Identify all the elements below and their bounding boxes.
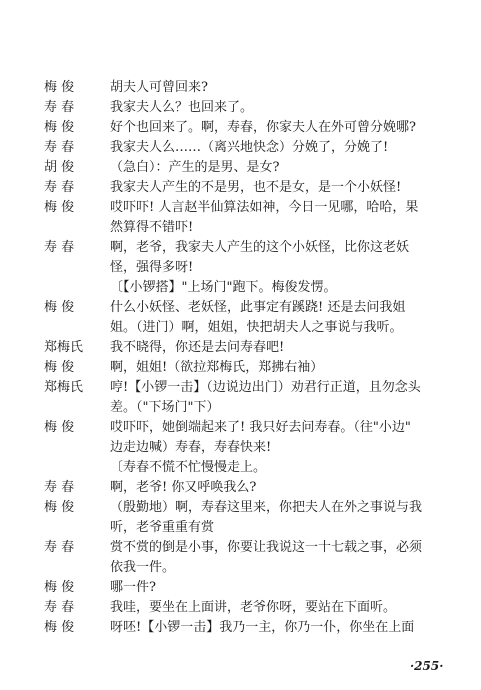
dialogue-line	[44, 238, 454, 258]
line-text: 啊，姐姐!（欲拉郑梅氏，郑拂右袖）	[110, 360, 324, 375]
dialogue-line	[44, 418, 454, 438]
speech-continuation	[44, 438, 454, 458]
speaker-name: 寿 春	[44, 140, 75, 155]
line-text: 边走边喊）寿春，寿春快来!	[110, 440, 272, 455]
line-text: 〔寿春不慌不忙慢慢走上。	[110, 460, 267, 475]
line-text: 〔【小锣搭】"上场门"跑下。梅俊发愣。	[110, 280, 337, 295]
dialogue-line	[44, 378, 454, 398]
line-text: （殷勤地）啊，寿春这里来，你把夫人在外之事说与我	[110, 500, 423, 515]
line-text: 我家夫人么……（离兴地快念）分娩了，分娩了!	[110, 140, 389, 155]
line-text: 哎吓吓，她倒端起来了! 我只好去问寿春。（往"小边"	[110, 420, 411, 435]
speaker-name: 郑梅氏	[44, 340, 84, 355]
line-text: 然算得不错吓!	[110, 220, 194, 235]
speaker-name: 寿 春	[44, 100, 75, 115]
line-text: 依我一件。	[110, 560, 176, 575]
speaker-name: 梅 俊	[44, 300, 75, 315]
speaker-name: 胡 俊	[44, 160, 75, 175]
dialogue-line	[44, 98, 454, 118]
speaker-name: 梅 俊	[44, 500, 75, 515]
line-text: 我家夫人么？也回来了。	[110, 100, 254, 115]
line-text: 好个也回来了。啊，寿春，你家夫人在外可曾分娩哪?	[110, 120, 416, 135]
dialogue-line	[44, 498, 454, 518]
speaker-name: 寿 春	[44, 600, 75, 615]
dialogue-line	[44, 138, 454, 158]
speaker-name: 梅 俊	[44, 120, 75, 135]
script-text	[44, 78, 454, 638]
line-text: 哪一件?	[110, 580, 156, 595]
speech-continuation	[44, 318, 454, 338]
speech-continuation	[44, 218, 454, 238]
dialogue-line	[44, 598, 454, 618]
line-text: 胡夫人可曾回来?	[110, 80, 208, 95]
line-text: 我家夫人产生的不是男，也不是女，是一个小妖怪!	[110, 180, 402, 195]
speaker-name: 寿 春	[44, 480, 75, 495]
speaker-name: 寿 春	[44, 540, 75, 555]
speech-continuation	[44, 258, 454, 278]
speaker-name: 寿 春	[44, 240, 75, 255]
speaker-name: 梅 俊	[44, 80, 75, 95]
line-text: 听，老爷重重有赏	[110, 520, 215, 535]
speech-continuation	[44, 558, 454, 578]
line-text: 我哇，要坐在上面讲，老爷你呀，要站在下面听。	[110, 600, 397, 615]
line-text: 怪，强得多呀!	[110, 260, 194, 275]
dialogue-line	[44, 118, 454, 138]
stage-direction	[44, 278, 454, 298]
line-text: 啊，老爷，我家夫人产生的这个小妖怪，比你这老妖	[110, 240, 410, 255]
speech-continuation	[44, 518, 454, 538]
speaker-name: 郑梅氏	[44, 380, 84, 395]
line-text: 什么小妖怪、老妖怪，此事定有蹊跷! 还是去问我姐	[110, 300, 406, 315]
line-text: 赏不赏的倒是小事，你要让我说这一十七载之事，必须	[110, 540, 423, 555]
dialogue-line	[44, 298, 454, 318]
speaker-name: 梅 俊	[44, 200, 75, 215]
line-text: 姐。（进门）啊，姐姐，快把胡夫人之事说与我听。	[110, 320, 403, 335]
speech-continuation	[44, 398, 454, 418]
line-text: 哼!【小锣一击】（边说边出门）劝君行正道，且勿念头	[110, 380, 421, 395]
speaker-name: 寿 春	[44, 180, 75, 195]
page-number: ·255·	[410, 659, 444, 673]
dialogue-line	[44, 338, 454, 358]
line-text: 差。（"下场门"下）	[110, 400, 220, 415]
speaker-name: 梅 俊	[44, 420, 75, 435]
speaker-name: 梅 俊	[44, 580, 75, 595]
speaker-name: 梅 俊	[44, 360, 75, 375]
dialogue-line	[44, 78, 454, 98]
line-text: 我不晓得，你还是去问寿春吧!	[110, 340, 285, 355]
line-text: 哎吓吓! 人言赵半仙算法如神，今日一见哪，哈哈，果	[110, 200, 419, 215]
dialogue-line	[44, 538, 454, 558]
dialogue-line	[44, 578, 454, 598]
dialogue-line	[44, 478, 454, 498]
line-text: 呀呸!【小锣一击】我乃一主，你乃一仆，你坐在上面	[110, 620, 415, 635]
speaker-name: 梅 俊	[44, 620, 75, 635]
dialogue-line	[44, 358, 454, 378]
dialogue-line	[44, 618, 454, 638]
dialogue-line	[44, 158, 454, 178]
dialogue-line	[44, 178, 454, 198]
line-text: 啊，老爷! 你又呼唤我么?	[110, 480, 257, 495]
stage-direction	[44, 458, 454, 478]
line-text: （急白）：产生的是男、是女?	[110, 160, 280, 175]
dialogue-line	[44, 198, 454, 218]
